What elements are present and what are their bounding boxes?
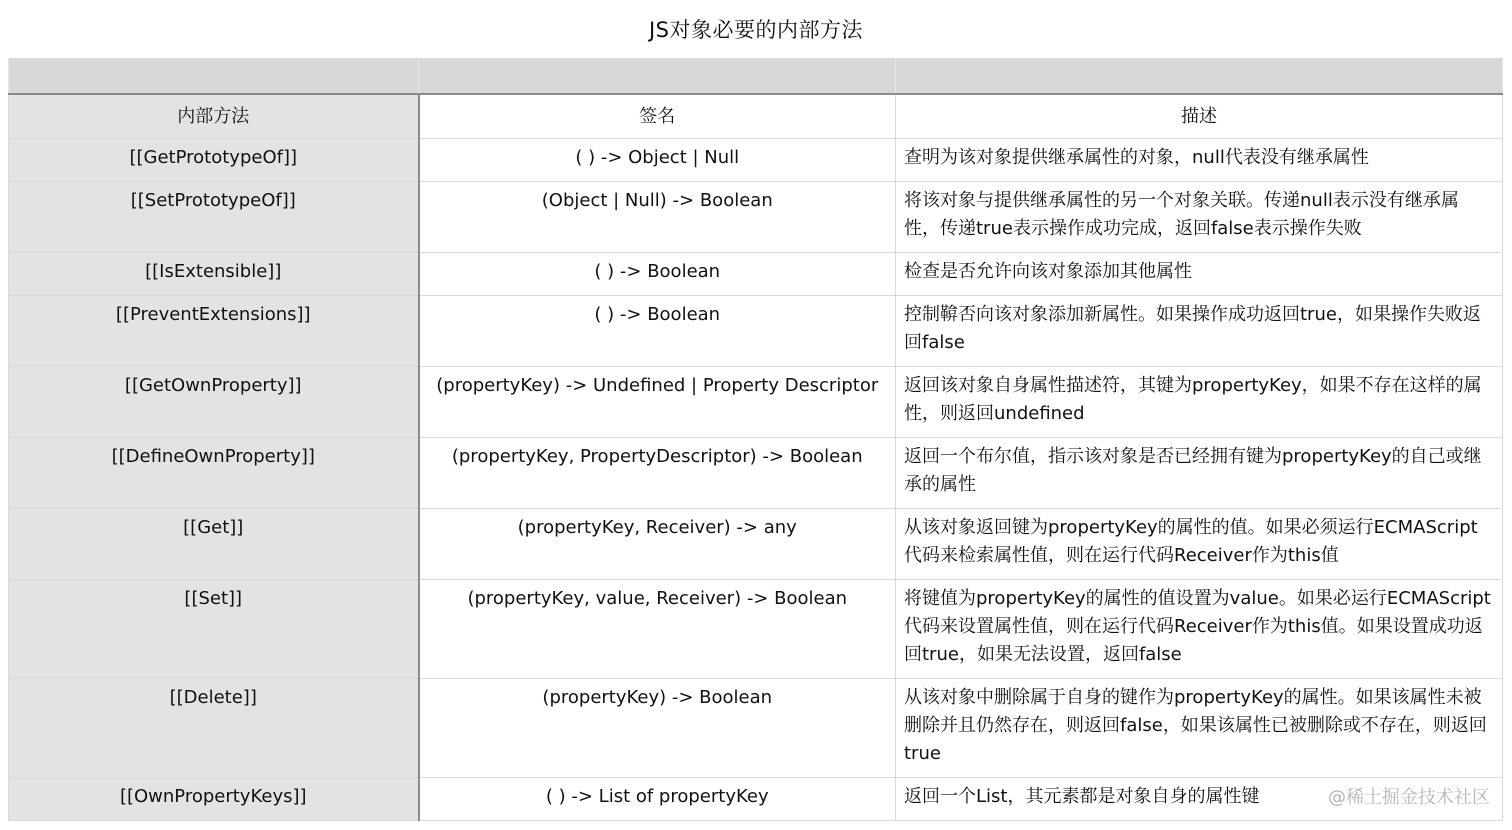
description-cell: 返回该对象自身属性描述符，其键为propertyKey，如果不存在这样的属性，则返回undefined <box>896 366 1503 437</box>
signature-cell: ( ) -> List of propertyKey <box>419 777 896 820</box>
signature-cell: (propertyKey, PropertyDescriptor) -> Boolean <box>419 437 896 508</box>
method-cell: [[Get]] <box>9 508 419 579</box>
table-row <box>9 181 1503 252</box>
signature-cell: ( ) -> Boolean <box>419 252 896 295</box>
table-row <box>9 777 1503 820</box>
signature-cell: ( ) -> Object | Null <box>419 138 896 181</box>
internal-methods-table <box>8 58 1503 821</box>
header-description: 描述 <box>896 94 1503 138</box>
table-row <box>9 508 1503 579</box>
description-cell: 控制鞥否向该对象添加新属性。如果操作成功返回true，如果操作失败返回false <box>896 295 1503 366</box>
header-method: 内部方法 <box>9 94 419 138</box>
method-cell: [[OwnPropertyKeys]] <box>9 777 419 820</box>
method-cell: [[GetPrototypeOf]] <box>9 138 419 181</box>
header-signature: 签名 <box>419 94 896 138</box>
method-cell: [[SetPrototypeOf]] <box>9 181 419 252</box>
table-row <box>9 579 1503 678</box>
method-cell: [[IsExtensible]] <box>9 252 419 295</box>
method-cell: [[Set]] <box>9 579 419 678</box>
method-cell: [[PreventExtensions]] <box>9 295 419 366</box>
table-row <box>9 295 1503 366</box>
method-cell: [[DefineOwnProperty]] <box>9 437 419 508</box>
signature-cell: (propertyKey) -> Boolean <box>419 678 896 777</box>
watermark: @稀土掘金技术社区 <box>1328 787 1490 808</box>
table-row <box>9 678 1503 777</box>
description-cell: 从该对象返回键为propertyKey的属性的值。如果必须运行ECMAScript代码来检索属性值，则在运行代码Receiver作为this值 <box>896 508 1503 579</box>
signature-cell: (propertyKey, Receiver) -> any <box>419 508 896 579</box>
description-cell: 返回一个布尔值，指示该对象是否已经拥有键为propertyKey的自己或继承的属性 <box>896 437 1503 508</box>
method-cell: [[Delete]] <box>9 678 419 777</box>
signature-cell: (Object | Null) -> Boolean <box>419 181 896 252</box>
description-cell: 将该对象与提供继承属性的另一个对象关联。传递null表示没有继承属性，传递true表示操作成功完成，返回false表示操作失败 <box>896 181 1503 252</box>
description-cell: 查明为该对象提供继承属性的对象，null代表没有继承属性 <box>896 138 1503 181</box>
table-row <box>9 252 1503 295</box>
method-cell: [[GetOwnProperty]] <box>9 366 419 437</box>
signature-cell: (propertyKey) -> Undefined | Property Descriptor <box>419 366 896 437</box>
table-top-band <box>9 59 1503 95</box>
signature-cell: ( ) -> Boolean <box>419 295 896 366</box>
signature-cell: (propertyKey, value, Receiver) -> Boolean <box>419 579 896 678</box>
band-cell <box>9 59 419 95</box>
description-cell: 从该对象中删除属于自身的键作为propertyKey的属性。如果该属性未被删除并且仍然存在，则返回false，如果该属性已被删除或不存在，则返回true <box>896 678 1503 777</box>
band-cell <box>419 59 896 95</box>
table-row <box>9 138 1503 181</box>
page-title: JS对象必要的内部方法 <box>648 18 864 42</box>
band-cell <box>896 59 1503 95</box>
description-cell: 返回一个List，其元素都是对象自身的属性键 <box>896 777 1503 820</box>
table-row <box>9 437 1503 508</box>
description-cell: 检查是否允许向该对象添加其他属性 <box>896 252 1503 295</box>
table-header-row <box>9 94 1503 138</box>
table-row <box>9 366 1503 437</box>
description-cell: 将键值为propertyKey的属性的值设置为value。如果必运行ECMAScript代码来设置属性值，则在运行代码Receiver作为this值。如果设置成功返回true，如果无法设置，返回false <box>896 579 1503 678</box>
